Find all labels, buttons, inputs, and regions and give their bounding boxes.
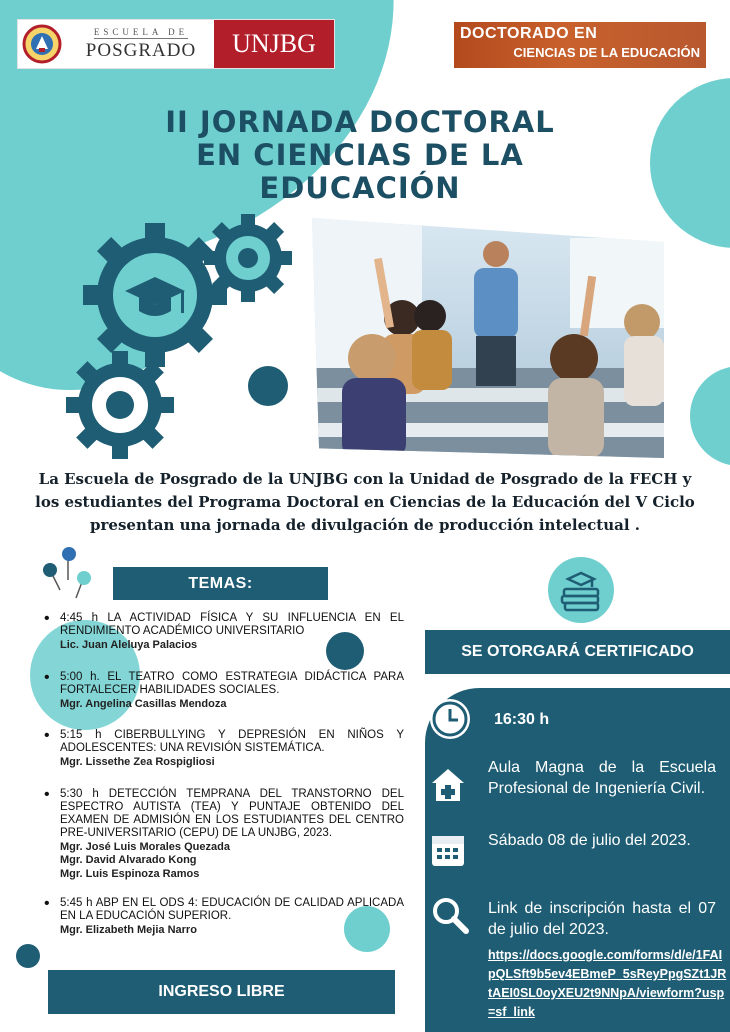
topic-title: • 5:30 h DETECCIÓN TEMPRANA DEL TRANSTORNO DEL ESPECTRO AUTISTA (TEA) Y PUNTAJE OBTENIDO DEL EXAMEN DE ADMISIÓN EN LOS ESTUDIANTES DEL CENTRO PRE-UNIVERSITARIO (CEPU) DE LA UNJBG, 2023. [60, 787, 404, 839]
building-plus-icon [428, 765, 468, 805]
topic-speaker: Mgr. José Luis Morales Quezada [60, 840, 230, 853]
certificate-banner: SE OTORGARÁ CERTIFICADO [425, 630, 730, 674]
topic-speaker: Mgr. Luis Espinoza Ramos [60, 867, 200, 880]
topic-speaker: Mgr. Elizabeth Mejia Narro [60, 924, 197, 936]
calendar-icon [428, 830, 468, 870]
event-place: Aula Magna de la Escuela Profesional de Ingeniería Civil. [488, 759, 716, 797]
event-time: 16:30 h [494, 711, 550, 728]
gears-graduation-icon [60, 210, 300, 460]
unjbg-logo: UNJBG [214, 20, 334, 68]
registration-deadline: Link de inscripción hasta el 07 de julio del 2023. [488, 900, 716, 938]
topics-list [44, 612, 404, 949]
intro-paragraph: La Escuela de Posgrado de la UNJBG con la Unidad de Posgrado de la FECH y los estudiantes del Programa Doctoral en Ciencias de la Educación del V Ciclo presentan una jornada de divulgación de producción intelectual . [35, 470, 695, 534]
pushpins-icon [38, 544, 98, 604]
temas-heading: TEMAS: [113, 567, 328, 600]
topic-speaker: Mgr. Lissethe Zea Rospigliosi [60, 756, 215, 768]
program-badge [454, 22, 706, 68]
registration-link[interactable]: https://docs.google.com/forms/d/e/1FAIpQLSft9b5ev4EBmeP_5sReyPpgSZt1JRtAEI0SL0oyXEU2t9NNpA/viewform?usp=sf_link [488, 948, 727, 1019]
topic-speaker: Mgr. Angelina Casillas Mendoza [60, 697, 227, 710]
event-date: Sábado 08 de julio del 2023. [488, 832, 691, 849]
event-title-line1: II JORNADA DOCTORAL [165, 105, 555, 139]
topic-item-3 [44, 729, 404, 770]
clock-icon [428, 697, 472, 741]
topic-speaker: Lic. Juan Aleluya Palacios [60, 639, 198, 651]
event-title-line3: EDUCACIÓN [259, 171, 461, 205]
bg-blob-right-top [650, 78, 730, 248]
topic-item-5 [44, 897, 404, 938]
topic-speaker: Mgr. David Alvarado Kong [60, 854, 197, 866]
bg-blob-right-mid [690, 366, 730, 466]
topic-title: • 5:15 h CIBERBULLYING Y DEPRESIÓN EN NIÑOS Y ADOLESCENTES: UNA REVISIÓN SISTEMÁTICA. [60, 729, 404, 754]
bg-dot-3 [16, 944, 40, 968]
program-badge-line2: CIENCIAS DE LA EDUCACIÓN [513, 45, 700, 60]
topic-title: • 4:45 h LA ACTIVIDAD FÍSICA Y SU INFLUENCIA EN EL RENDIMIENTO ACADÉMICO UNIVERSITARIO [60, 612, 404, 637]
event-title-line2: EN CIENCIAS DE LA [196, 138, 524, 172]
program-badge-line1: DOCTORADO EN [460, 25, 598, 42]
escuela-posgrado-logo [72, 27, 210, 62]
free-entry-banner: INGRESO LIBRE [48, 970, 395, 1014]
topic-title: • 5:45 h ABP EN EL ODS 4: EDUCACIÓN DE CALIDAD APLICADA EN LA EDUCACIÓN SUPERIOR. [60, 897, 404, 922]
escuela-small-text: ESCUELA DE [93, 26, 189, 37]
classroom-photo [312, 218, 664, 458]
topic-title: • 5:00 h. EL TEATRO COMO ESTRATEGIA DIDÁCTICA PARA FORTALECER HABILIDADES SOCIALES. [60, 670, 404, 696]
topic-item-1 [44, 612, 404, 653]
event-title [60, 106, 660, 205]
topic-item-4 [44, 788, 404, 882]
topic-item-2 [44, 671, 404, 712]
books-graduation-icon [548, 557, 614, 623]
escuela-big-text: POSGRADO [85, 39, 197, 61]
search-icon [430, 895, 470, 935]
header-logo-block [18, 20, 334, 68]
university-seal-icon [22, 24, 62, 64]
